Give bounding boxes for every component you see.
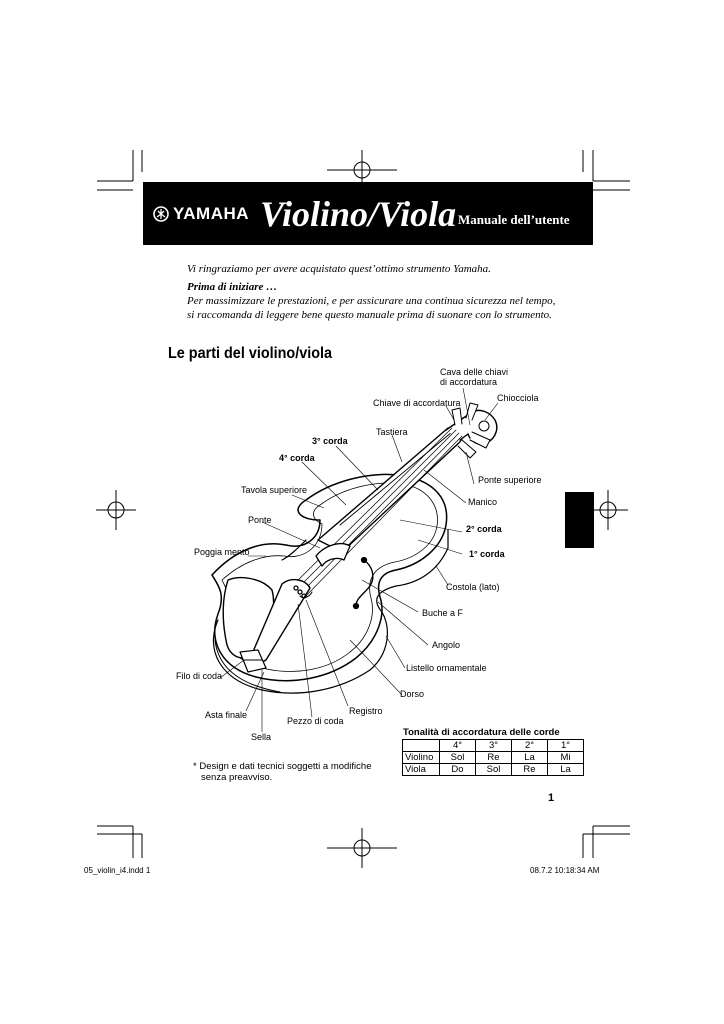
table-header-cell: 3° [476, 740, 512, 752]
table-cell: Re [476, 752, 512, 764]
table-row [403, 752, 584, 764]
section-title: Le parti del violino/viola [168, 345, 333, 362]
label-ponte: Ponte [248, 515, 272, 525]
table-cell: Re [512, 764, 548, 776]
label-asta-finale: Asta finale [205, 710, 248, 720]
table-cell: Violino [403, 752, 440, 764]
tuning-table [402, 739, 584, 776]
table-header-cell: 1° [548, 740, 584, 752]
brand-name: YAMAHA [173, 204, 250, 223]
label-buche: Buche a F [422, 608, 464, 618]
table-cell: Sol [476, 764, 512, 776]
table-cell: Do [440, 764, 476, 776]
label-tavola-superiore: Tavola superiore [241, 485, 308, 495]
table-row [403, 740, 584, 752]
tuning-table-title: Tonalità di accordatura delle corde [403, 727, 560, 738]
label-angolo: Angolo [432, 640, 461, 650]
table-header-cell: 4° [440, 740, 476, 752]
footnote-line-2: senza preavviso. [201, 772, 273, 783]
label-manico: Manico [468, 497, 498, 507]
print-timestamp: 08.7.2 10:18:34 AM [530, 866, 600, 875]
label-cava-1: Cava delle chiavi [440, 367, 509, 377]
label-poggia-mento: Poggia mento [194, 547, 250, 557]
label-listello: Listello ornamentale [406, 663, 487, 673]
label-tastiera: Tastiera [376, 427, 408, 437]
page-number: 1 [548, 792, 555, 804]
document-subtitle: Manuale dell’utente [458, 212, 570, 227]
document-title: Violino/Viola [260, 194, 457, 234]
bridge [316, 544, 350, 566]
footnote-line-1: * Design e dati tecnici soggetti a modifiche [193, 761, 372, 772]
intro-line-2: si raccomanda di leggere bene questo manuale prima di suonare con lo strumento. [187, 309, 552, 321]
label-chiave: Chiave di accordatura [373, 398, 461, 408]
table-cell: Mi [548, 752, 584, 764]
label-registro: Registro [349, 706, 383, 716]
footnote [193, 761, 372, 783]
table-cell: La [512, 752, 548, 764]
table-header-cell [403, 740, 440, 752]
label-dorso: Dorso [400, 689, 425, 699]
label-sella: Sella [251, 732, 272, 742]
label-pezzo-coda: Pezzo di coda [287, 716, 344, 726]
label-chiocciola: Chiocciola [497, 393, 539, 403]
table-cell: Sol [440, 752, 476, 764]
label-corda-2: 2° corda [466, 524, 502, 534]
label-cava-2: di accordatura [440, 377, 498, 387]
label-ponte-superiore: Ponte superiore [478, 475, 542, 485]
table-row [403, 764, 584, 776]
label-corda-4: 4° corda [279, 453, 315, 463]
table-header-cell: 2° [512, 740, 548, 752]
table-cell: Viola [403, 764, 440, 776]
table-cell: La [548, 764, 584, 776]
file-info: 05_violin_i4.indd 1 [84, 866, 151, 875]
label-corda-1: 1° corda [469, 549, 505, 559]
label-costola: Costola (lato) [446, 582, 500, 592]
intro-heading: Prima di iniziare … [187, 281, 278, 293]
label-filo-coda: Filo di coda [176, 671, 223, 681]
intro-thanks: Vi ringraziamo per avere acquistato quest’ottimo strumento Yamaha. [187, 263, 491, 275]
intro-line-1: Per massimizzare le prestazioni, e per assicurare una continua sicurezza nel tempo, [187, 295, 556, 307]
label-corda-3: 3° corda [312, 436, 348, 446]
